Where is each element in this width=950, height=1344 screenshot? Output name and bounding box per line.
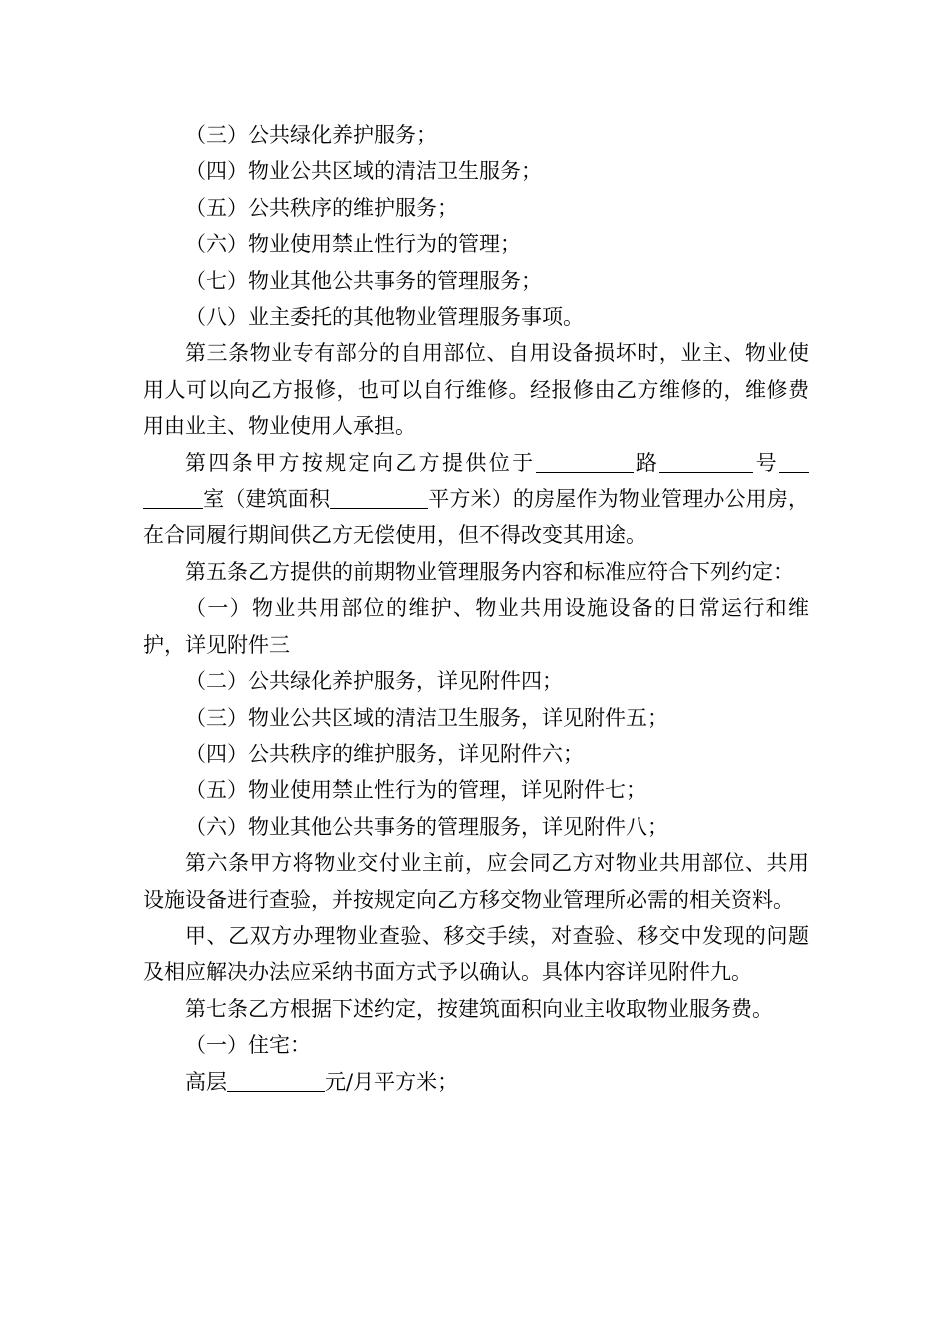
- document-body: [143, 117, 809, 1100]
- item-si-cleaning: （四）物业公共区域的清洁卫生服务；: [185, 159, 542, 184]
- article-5-item-5: （五）物业使用禁止性行为的管理，详见附件七；: [185, 778, 647, 803]
- blank-fee-field[interactable]: [227, 1069, 325, 1092]
- article-4-text-3: 号: [753, 450, 780, 475]
- blank-number-field[interactable]: [659, 450, 753, 473]
- item-san-greening: （三）公共绿化养护服务；: [185, 123, 437, 147]
- article-7: 第七条乙方根据下述约定，按建筑面积向业主收取物业服务费。: [185, 996, 773, 1021]
- high-rise-fee-line: [143, 1064, 809, 1100]
- article-5-item-4: （四）公共秩序的维护服务，详见附件六；: [185, 741, 584, 766]
- article-5: 第五条乙方提供的前期物业管理服务内容和标准应符合下列约定：: [185, 559, 794, 584]
- article-4-text-5: 平方米）的房屋作为物业管理办公用房，在合同履行期间供乙方无偿使用，但不得改变其用途。: [143, 487, 810, 548]
- item-ba-entrusted: （八）业主委托的其他物业管理服务事项。: [185, 305, 584, 330]
- blank-room-field-b[interactable]: [143, 486, 203, 509]
- fee-unit: 元/月平方米；: [325, 1069, 459, 1094]
- article-6-paragraph-2: 甲、乙双方办理物业查验、移交手续，对查验、移交中发现的问题及相应解决办法应采纳书面方式予以确认。具体内容详见附件九。: [143, 923, 809, 985]
- article-6: 第六条甲方将物业交付业主前，应会同乙方对物业共用部位、共用设施设备进行查验，并按规定向乙方移交物业管理所必需的相关资料。: [143, 851, 809, 912]
- article-4-text-2: 路: [633, 450, 660, 475]
- article-5-item-2: （二）公共绿化养护服务，详见附件四；: [185, 669, 563, 694]
- article-7-item-1-residential: （一）住宅：: [185, 1033, 311, 1058]
- item-wu-order: （五）公共秩序的维护服务；: [185, 195, 458, 220]
- high-rise-label: 高层: [185, 1069, 227, 1094]
- article-4-text-4: 室（建筑面积: [203, 487, 331, 512]
- item-qi-public-affairs: （七）物业其他公共事务的管理服务；: [185, 268, 542, 293]
- article-4: [143, 445, 809, 554]
- article-4-text-1: 第四条甲方按规定向乙方提供位于: [185, 450, 536, 475]
- article-5-item-6: （六）物业其他公共事务的管理服务，详见附件八；: [185, 814, 668, 839]
- article-3: 第三条物业专有部分的自用部位、自用设备损坏时，业主、物业使用人可以向乙方报修，也可以自行维修。经报修由乙方维修的，维修费用由业主、物业使用人承担。: [143, 341, 809, 439]
- article-5-item-1: （一）物业共用部位的维护、物业共用设施设备的日常运行和维护，详见附件三: [143, 596, 809, 657]
- blank-road-field[interactable]: [536, 450, 634, 473]
- article-5-item-3: （三）物业公共区域的清洁卫生服务，详见附件五；: [185, 705, 668, 730]
- blank-area-field[interactable]: [330, 486, 428, 509]
- item-liu-prohibited: （六）物业使用禁止性行为的管理；: [185, 232, 521, 257]
- blank-room-field-a[interactable]: [779, 450, 809, 473]
